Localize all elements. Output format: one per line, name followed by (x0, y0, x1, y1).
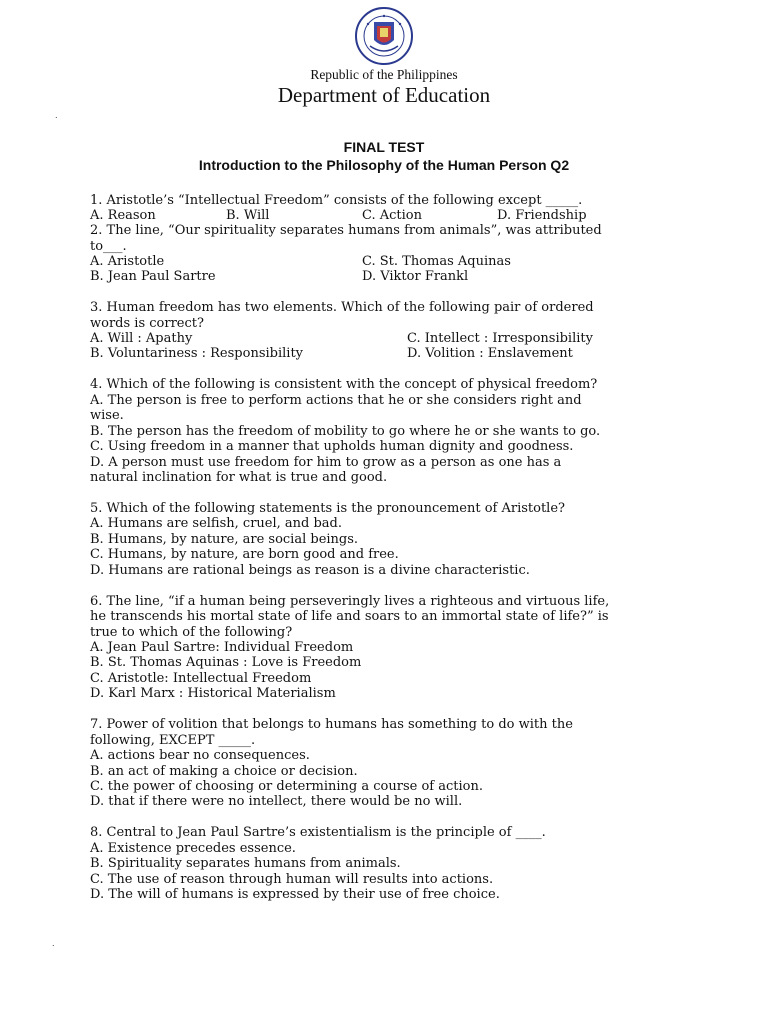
q7-option-b: B. an act of making a choice or decision. (90, 764, 358, 779)
q5-option-c: C. Humans, by nature, are born good and free. (90, 547, 399, 562)
question-2-stem-cont: to___. (90, 239, 127, 254)
question-2-stem: 2. The line, “Our spirituality separates humans from animals”, was attributed (90, 223, 602, 238)
q4-option-d: D. A person must use freedom for him to grow as a person as one has a (90, 455, 562, 470)
test-title: FINAL TEST (343, 139, 425, 155)
department-heading: Department of Education (277, 83, 491, 107)
q6-option-d: D. Karl Marx : Historical Materialism (90, 686, 336, 701)
q8-option-c: C. The use of reason through human will results into actions. (90, 872, 494, 887)
q3-option-c: C. Intellect : Irresponsibility (407, 331, 593, 346)
question-5-stem: 5. Which of the following statements is the pronouncement of Aristotle? (90, 501, 565, 516)
q2-option-c: C. St. Thomas Aquinas (362, 254, 511, 269)
test-subtitle: Introduction to the Philosophy of the Human Person Q2 (198, 157, 570, 173)
question-4-stem: 4. Which of the following is consistent with the concept of physical freedom? (90, 377, 598, 392)
question-6-stem-cont: he transcends his mortal state of life and soars to an immortal state of life?” is (90, 609, 609, 624)
q1-option-a: A. Reason (90, 208, 156, 223)
question-1-stem: 1. Aristotle’s “Intellectual Freedom” consists of the following except _____. (90, 193, 583, 208)
q4-option-b: B. The person has the freedom of mobility to go where he or she wants to go. (90, 424, 601, 439)
margin-dot: . (52, 939, 55, 948)
q5-option-a: A. Humans are selfish, cruel, and bad. (90, 516, 342, 531)
q6-option-a: A. Jean Paul Sartre: Individual Freedom (90, 640, 354, 655)
question-3-stem-cont: words is correct? (90, 316, 204, 331)
q1-option-b: B. Will (226, 208, 270, 223)
q8-option-a: A. Existence precedes essence. (90, 841, 296, 856)
q2-option-a: A. Aristotle (90, 254, 165, 269)
question-8-stem: 8. Central to Jean Paul Sartre’s existentialism is the principle of ____. (90, 825, 546, 840)
q1-option-d: D. Friendship (497, 208, 587, 223)
q6-option-b: B. St. Thomas Aquinas : Love is Freedom (90, 655, 362, 670)
q3-option-b: B. Voluntariness : Responsibility (90, 346, 304, 361)
question-3-stem: 3. Human freedom has two elements. Which of the following pair of ordered (90, 300, 594, 315)
question-7-stem-cont: following, EXCEPT _____. (90, 733, 256, 748)
question-6-stem: 6. The line, “if a human being perseveringly lives a righteous and virtuous life, (90, 594, 610, 609)
republic-heading: Republic of the Philippines (310, 67, 458, 82)
q7-option-c: C. the power of choosing or determining a course of action. (90, 779, 483, 794)
question-7-stem: 7. Power of volition that belongs to humans has something to do with the (90, 717, 573, 732)
q7-option-d: D. that if there were no intellect, there would be no will. (90, 794, 463, 809)
q6-option-c: C. Aristotle: Intellectual Freedom (90, 671, 312, 686)
q4-option-a-cont: wise. (90, 408, 124, 423)
question-6-stem-cont: true to which of the following? (90, 625, 293, 640)
q3-option-a: A. Will : Apathy (90, 331, 193, 346)
q4-option-a: A. The person is free to perform actions that he or she considers right and (90, 393, 582, 408)
q5-option-d: D. Humans are rational beings as reason is a divine characteristic. (90, 563, 530, 578)
q7-option-a: A. actions bear no consequences. (90, 748, 310, 763)
q4-option-c: C. Using freedom in a manner that upholds human dignity and goodness. (90, 439, 574, 454)
margin-dot: . (55, 111, 58, 120)
q1-option-c: C. Action (362, 208, 422, 223)
q2-option-b: B. Jean Paul Sartre (90, 269, 216, 284)
q4-option-d-cont: natural inclination for what is true and good. (90, 470, 388, 485)
q8-option-d: D. The will of humans is expressed by their use of free choice. (90, 887, 500, 902)
q3-option-d: D. Volition : Enslavement (407, 346, 573, 361)
q2-option-d: D. Viktor Frankl (362, 269, 469, 284)
deped-seal-logo (346, 6, 422, 66)
q5-option-b: B. Humans, by nature, are social beings. (90, 532, 359, 547)
q8-option-b: B. Spirituality separates humans from animals. (90, 856, 401, 871)
